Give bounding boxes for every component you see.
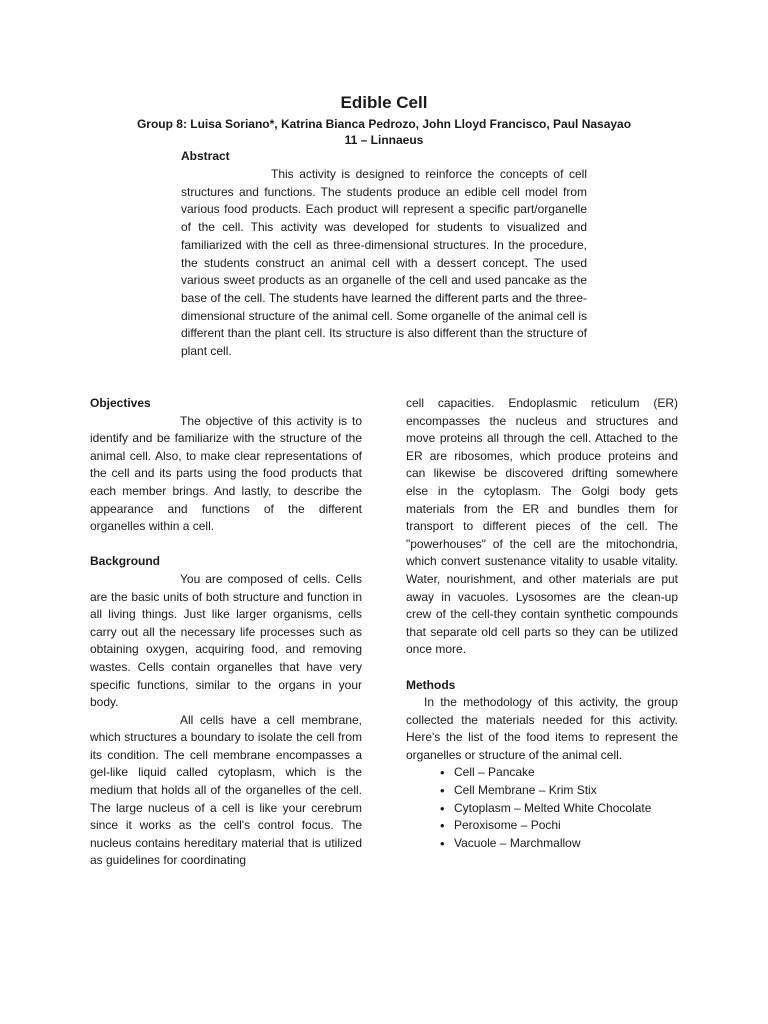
background-continuation: cell capacities. Endoplasmic reticulum (ER) encompasses the nucleus and structures and move proteins all through the cell. Attached to the ER are ribosomes, which produce proteins and can likewise be discovered drifting somewhere else in the cytoplasm. The Golgi body gets materials from the ER and bundles them for transport to different pieces of the cell. The "powerhouses" of the cell are the mitochondria, which convert sustenance vitality to usable vitality. Water, nourishment, and other materials are put away in vacuoles. Lysosomes are the clean-up crew of the cell-they contain synthetic compounds that separate old cell parts so they can be utilized once more. — [406, 396, 678, 657]
list-item: • Cell – Pancake — [454, 764, 678, 782]
left-column — [90, 395, 362, 870]
methods-text: In the methodology of this activity, the group collected the materials needed for this activity. Here's the list of the food items to represent the organelles or structure of the animal cell. — [406, 695, 678, 762]
abstract-heading: Abstract — [181, 149, 230, 163]
section-label: 11 – Linnaeus — [344, 133, 424, 147]
list-item: • Peroxisome – Pochi — [454, 817, 678, 835]
paper-title: Edible Cell — [340, 93, 428, 112]
list-item: • Cell Membrane – Krim Stix — [454, 782, 678, 800]
list-item: • Vacuole – Marchmallow — [454, 835, 678, 853]
author-list: Group 8: Luisa Soriano*, Katrina Bianca Pedrozo, John Lloyd Francisco, Paul Nasayao — [136, 117, 632, 131]
abstract-block — [181, 148, 587, 361]
background-heading: Background — [90, 554, 161, 569]
food-items-list — [406, 764, 678, 852]
right-column — [406, 395, 678, 852]
background-paragraph-2: All cells have a cell membrane, which structures a boundary to isolate the cell from its condition. The cell membrane encompasses a gel-like liquid called cytoplasm, which is the medium that holds all of the organelles of the cell. The large nucleus of a cell is like your cerebrum since it works as the cell's control focus. The nucleus contains hereditary material that is utilized as guidelines for coordinating — [90, 712, 362, 868]
methods-heading: Methods — [406, 677, 456, 692]
background-paragraph-1: You are composed of cells. Cells are the basic units of both structure and function in all living things. Just like larger organisms, cells carry out all the necessary life processes such as obtaining oxygen, acquiring food, and removing wastes. Cells contain organelles that have very specific functions, similar to the organs in your body. — [90, 571, 362, 710]
objectives-heading: Objectives — [90, 396, 151, 410]
list-item: • Cytoplasm – Melted White Chocolate — [454, 800, 678, 818]
objectives-text: The objective of this activity is to identify and be familiarize with the structure of the animal cell. Also, to make clear representations of the cell and its parts using the food products that each member brings. And lastly, to describe the appearance and functions of the different organelles within a cell. — [90, 413, 362, 534]
abstract-text: This activity is designed to reinforce the concepts of cell structures and functions. The students produce an edible cell model from various food products. Each product will represent a specific part/organelle of the cell. This activity was developed for students to visualized and familiarized with the cell as three-dimensional structures. In the procedure, the students construct an animal cell with a dessert concept. The used various sweet products as an organelle of the cell and used pancake as the base of the cell. The students have learned the different parts and the three-dimensional structure of the animal cell. Some organelle of the animal cell is different than the plant cell. Its structure is also different than the structure of plant cell. — [181, 167, 587, 359]
